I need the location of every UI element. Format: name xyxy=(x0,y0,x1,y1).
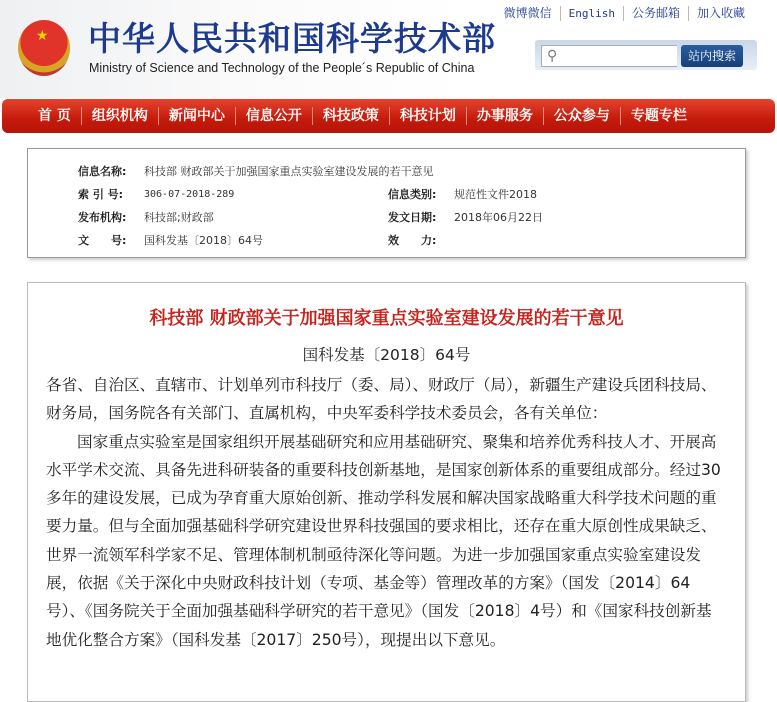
info-metadata-box xyxy=(27,148,746,258)
site-title-cn: 中华人民共和国科学技术部 xyxy=(88,19,496,58)
article-text xyxy=(46,371,726,654)
category-value: 规范性文件2018 xyxy=(454,188,537,201)
search-bar xyxy=(535,40,757,70)
nav-policy[interactable]: 科技政策 xyxy=(312,107,389,125)
link-english[interactable]: English xyxy=(560,6,623,21)
article-paragraph: 国家重点实验室是国家组织开展基础研究和应用基础研究、聚集和培养优秀科技人才、开展高水平学术交流、具备先进科研装备的重要科技创新基地，是国家创新体系的重要组成部分。经过30多年的建设发展，已成为孕育重大原始创新、推动学科发展和解决国家战略重大科学技术问题的重要力量。但与全面加强基础科学研究建设世界科技强国的要求相比，还存在重大原创性成果缺乏、世界一流领军科学家不足、管理体制机制亟待深化等问题。为进一步加强国家重点实验室建设发展，依据《关于深化中央财政科技计划（专项、基金等）管理改革的方案》（国发〔2014〕64号）、《国务院关于全面加强基础科学研究的若干意见》（国发〔2018〕4号）和《国家科技创新基地优化整合方案》（国科发基〔2017〕250号），现提出以下意见。 xyxy=(46,432,721,649)
index-value: 306-07-2018-289 xyxy=(144,189,235,200)
link-mail[interactable]: 公务邮箱 xyxy=(623,6,688,21)
nav-public[interactable]: 公众参与 xyxy=(543,107,620,125)
nav-services[interactable]: 办事服务 xyxy=(466,107,543,125)
nav-home[interactable]: 首 页 xyxy=(38,108,71,124)
site-title-en: Ministry of Science and Technology of the People´s Republic of China xyxy=(89,61,475,75)
national-emblem-logo: ★ xyxy=(18,20,70,76)
info-name-label: 信息名称: xyxy=(78,165,127,178)
search-input[interactable] xyxy=(565,46,675,66)
date-label: 发文日期: xyxy=(388,211,437,224)
date-value: 2018年06月22日 xyxy=(454,211,543,224)
docno-value: 国科发基〔2018〕64号 xyxy=(144,234,263,247)
search-button[interactable]: 站内搜索 xyxy=(681,45,743,67)
article-body-box xyxy=(27,282,746,702)
org-label: 发布机构: xyxy=(78,211,127,224)
nav-programs[interactable]: 科技计划 xyxy=(389,107,466,125)
article-title: 科技部 财政部关于加强国家重点实验室建设发展的若干意见 xyxy=(149,308,624,329)
nav-info-disclosure[interactable]: 信息公开 xyxy=(235,107,312,125)
site-header xyxy=(0,0,777,98)
category-label: 信息类别: xyxy=(388,188,437,201)
nav-topics[interactable]: 专题专栏 xyxy=(620,107,697,125)
nav-organization[interactable]: 组织机构 xyxy=(81,107,158,125)
link-favorite[interactable]: 加入收藏 xyxy=(688,6,753,21)
main-nav xyxy=(2,99,775,133)
article-paragraph: 各省、自治区、直辖市、计划单列市科技厅（委、局）、财政厅（局），新疆生产建设兵团科技局、财务局，国务院各有关部门、直属机构，中央军委科学技术委员会，各有关单位： xyxy=(46,376,717,423)
link-weibo-weixin[interactable]: 微博微信 xyxy=(503,6,552,20)
org-value: 科技部;财政部 xyxy=(144,211,214,224)
effect-label: 效 力: xyxy=(388,234,437,247)
info-name-value: 科技部 财政部关于加强国家重点实验室建设发展的若干意见 xyxy=(144,165,434,178)
search-icon: ⚲ xyxy=(547,48,558,64)
top-links xyxy=(496,6,753,21)
docno-label: 文 号: xyxy=(78,234,127,247)
article-doc-number: 国科发基〔2018〕64号 xyxy=(302,346,471,364)
index-label: 索 引 号: xyxy=(78,188,124,201)
nav-news[interactable]: 新闻中心 xyxy=(158,107,235,125)
